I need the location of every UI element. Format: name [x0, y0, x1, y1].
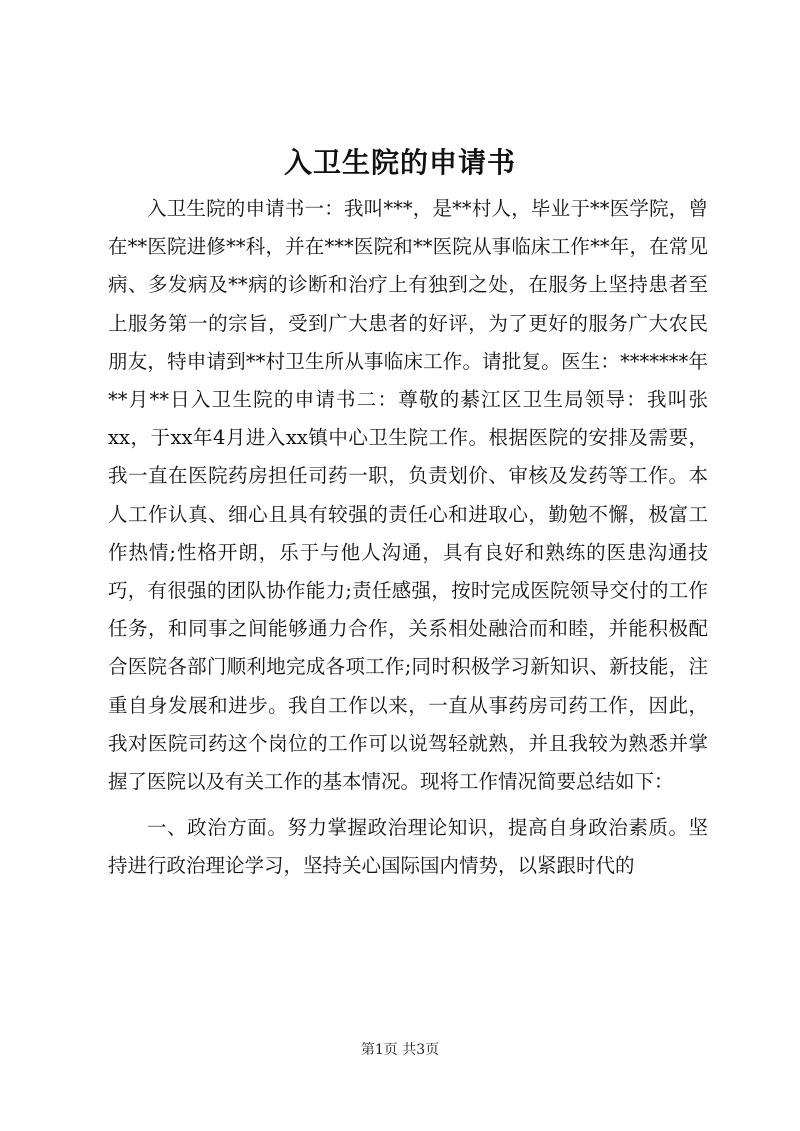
page-footer: 第1页 共3页 — [360, 1042, 440, 1058]
paragraph-2: 一、政治方面。努力掌握政治理论知识，提高自身政治素质。坚持进行政治理论学习，坚持关心国际国内情势，以紧跟时代的 — [108, 816, 708, 878]
document-title: 入卫生院的申请书 — [283, 146, 516, 179]
paragraph-1: 入卫生院的申请书一：我叫***，是**村人，毕业于**医学院，曾在**医院进修**科，并在***医院和**医院从事临床工作**年，在常见病、多发病及**病的诊断和治疗上有独到之处，在服务上坚持患者至上服务第一的宗旨，受到广大患者的好评，为了更好的服务广大农民朋友，特申请到**村卫生所从事临床工作。请批复。医生：*******年**月**日入卫生院的申请书二：尊敬的綦江区卫生局领导：我叫张xx，于xx年4月进入xx镇中心卫生院工作。根据医院的安排及需要，我一直在医院药房担任司药一职，负责划价、审核及发药等工作。本人工作认真、细心且具有较强的责任心和进取心，勤勉不懈，极富工作热情;性格开朗，乐于与他人沟通，具有良好和熟练的医患沟通技巧，有很强的团队协作能力;责任感强，按时完成医院领导交付的工作任务，和同事之间能够通力合作，关系相处融洽而和睦，并能积极配合医院各部门顺利地完成各项工作;同时积极学习新知识、新技能，注重自身发展和进步。我自工作以来，一直从事药房司药工作，因此，我对医院司药这个岗位的工作可以说驾轻就熟，并且我较为熟悉并掌握了医院以及有关工作的基本情况。现将工作情况简要总结如下： — [108, 197, 708, 794]
document-body — [108, 190, 708, 886]
